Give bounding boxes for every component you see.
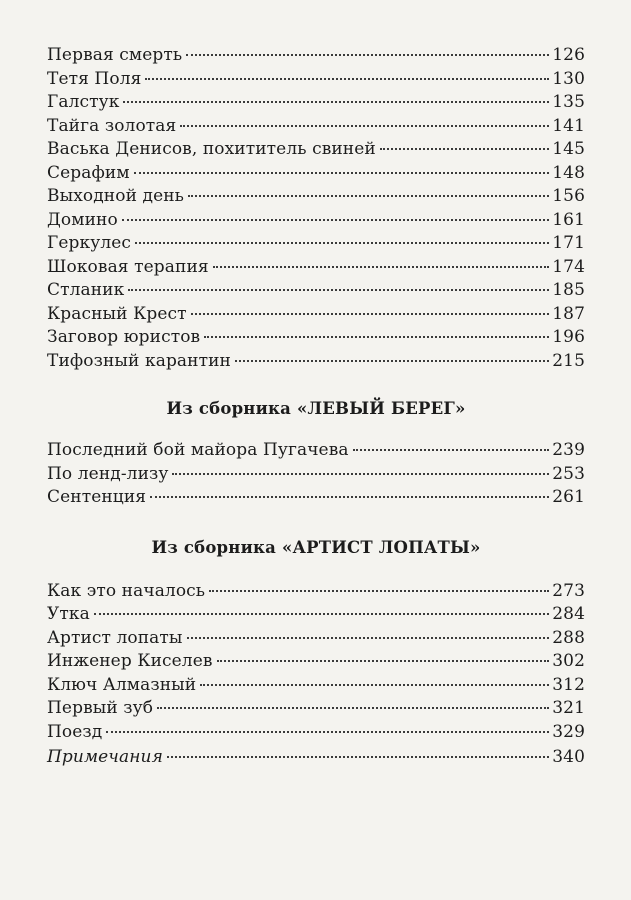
toc-entry-title: Утка <box>47 604 90 624</box>
dot-leader <box>145 78 549 80</box>
toc-entry-title: Первый зуб <box>47 698 154 718</box>
dot-leader <box>217 660 550 662</box>
dot-leader <box>106 731 549 733</box>
toc-entry <box>47 44 585 68</box>
toc-entry-page: 340 <box>552 747 585 767</box>
toc-entry-title: Инженер Киселев <box>47 651 213 671</box>
toc-entry-title: Примечания <box>47 747 163 767</box>
toc-entry-title: Заговор юристов <box>47 327 201 347</box>
toc-entry-page: 174 <box>552 256 585 277</box>
toc-entry-title: Домино <box>47 209 118 230</box>
toc-entry-page: 321 <box>552 698 585 718</box>
toc-entry-page: 185 <box>552 280 585 300</box>
toc-entry-page: 135 <box>552 92 585 112</box>
toc-entry <box>47 232 585 256</box>
dot-leader <box>188 195 549 197</box>
toc-entry-title: Геркулес <box>47 233 132 253</box>
dot-leader <box>380 148 549 150</box>
toc-entry <box>47 603 585 627</box>
toc-entry-title: Серафим <box>47 162 130 183</box>
toc-entry <box>47 486 585 510</box>
toc-entry-page: 141 <box>552 115 585 136</box>
dot-leader <box>123 101 549 103</box>
toc-entry-title: Стланик <box>47 280 125 300</box>
toc-entry <box>47 721 585 745</box>
dot-leader <box>180 125 549 127</box>
dot-leader <box>172 473 549 475</box>
toc-entry-title: Последний бой майора Пугачева <box>47 440 349 460</box>
toc-entry-page: 145 <box>552 139 585 159</box>
toc-notes <box>47 746 585 770</box>
toc-entry <box>47 256 585 280</box>
toc-entry-page: 148 <box>552 162 585 183</box>
toc-entry <box>47 115 585 139</box>
toc-entry-title: Тайга золотая <box>47 115 177 136</box>
dot-leader <box>353 449 550 451</box>
toc-entry-page: 261 <box>552 487 585 507</box>
toc-entry-page: 156 <box>552 186 585 206</box>
toc-entry <box>47 138 585 162</box>
toc-entry <box>47 463 585 487</box>
toc-entry-title: Артист лопаты <box>47 627 183 648</box>
toc-entry <box>47 350 585 374</box>
dot-leader <box>209 590 549 592</box>
toc-entry-title: По ленд-лизу <box>47 463 169 484</box>
dot-leader <box>157 707 549 709</box>
toc-entry-page: 302 <box>552 651 585 671</box>
toc-section-main <box>47 44 585 373</box>
toc-entry-page: 215 <box>552 350 585 371</box>
toc-entry <box>47 697 585 721</box>
toc-entry-page: 126 <box>552 45 585 65</box>
toc-entry-page: 329 <box>552 721 585 742</box>
toc-entry-page: 196 <box>552 327 585 347</box>
toc-entry-page: 187 <box>552 303 585 324</box>
toc-entry-page: 284 <box>552 604 585 624</box>
dot-leader <box>191 313 550 315</box>
toc-entry <box>47 68 585 92</box>
toc-entry <box>47 627 585 651</box>
dot-leader <box>135 242 549 244</box>
toc-entry <box>47 674 585 698</box>
dot-leader <box>213 266 550 268</box>
toc-entry-title: Красный Крест <box>47 303 187 324</box>
toc-entry-title: Первая смерть <box>47 45 183 65</box>
toc-section-left-bank <box>47 439 585 510</box>
toc-entry-title: Шоковая терапия <box>47 256 209 277</box>
toc-entry-title: Поезд <box>47 721 103 742</box>
toc-entry-notes <box>47 746 585 770</box>
dot-leader <box>200 684 549 686</box>
toc-entry-title: Галстук <box>47 92 120 112</box>
toc-entry-title: Тетя Поля <box>47 68 142 89</box>
toc-entry-title: Тифозный карантин <box>47 350 231 371</box>
toc-entry-title: Как это началось <box>47 580 206 601</box>
toc-entry-page: 253 <box>552 463 585 484</box>
toc-entry <box>47 162 585 186</box>
toc-entry <box>47 185 585 209</box>
toc-entry-page: 239 <box>552 440 585 460</box>
toc-entry <box>47 439 585 463</box>
toc-entry-title: Васька Денисов, похититель свиней <box>47 139 376 159</box>
toc-entry <box>47 209 585 233</box>
toc-entry-title: Сентенция <box>47 487 147 507</box>
toc-entry <box>47 650 585 674</box>
dot-leader <box>134 172 550 174</box>
dot-leader <box>204 336 549 338</box>
toc-entry-page: 288 <box>552 627 585 648</box>
section-heading-left-bank: Из сборника «ЛЕВЫЙ БЕРЕГ» <box>166 399 466 418</box>
toc-section-shovel-artist <box>47 580 585 745</box>
dot-leader <box>235 360 549 362</box>
toc-entry <box>47 91 585 115</box>
toc-entry-page: 171 <box>552 233 585 253</box>
toc-entry <box>47 580 585 604</box>
toc-entry-page: 130 <box>552 68 585 89</box>
table-of-contents <box>47 44 585 770</box>
dot-leader <box>122 219 549 221</box>
dot-leader <box>167 756 549 758</box>
section-heading-shovel-artist: Из сборника «АРТИСТ ЛОПАТЫ» <box>151 537 481 557</box>
dot-leader <box>187 637 550 639</box>
toc-entry-page: 312 <box>552 674 585 695</box>
toc-entry-page: 273 <box>552 580 585 601</box>
toc-entry <box>47 303 585 327</box>
dot-leader <box>128 289 549 291</box>
toc-entry <box>47 326 585 350</box>
toc-entry-title: Ключ Алмазный <box>47 674 197 695</box>
toc-entry-title: Выходной день <box>47 186 185 206</box>
toc-entry-page: 161 <box>552 209 585 230</box>
toc-entry <box>47 279 585 303</box>
dot-leader <box>94 613 549 615</box>
dot-leader <box>150 496 549 498</box>
dot-leader <box>186 54 549 56</box>
